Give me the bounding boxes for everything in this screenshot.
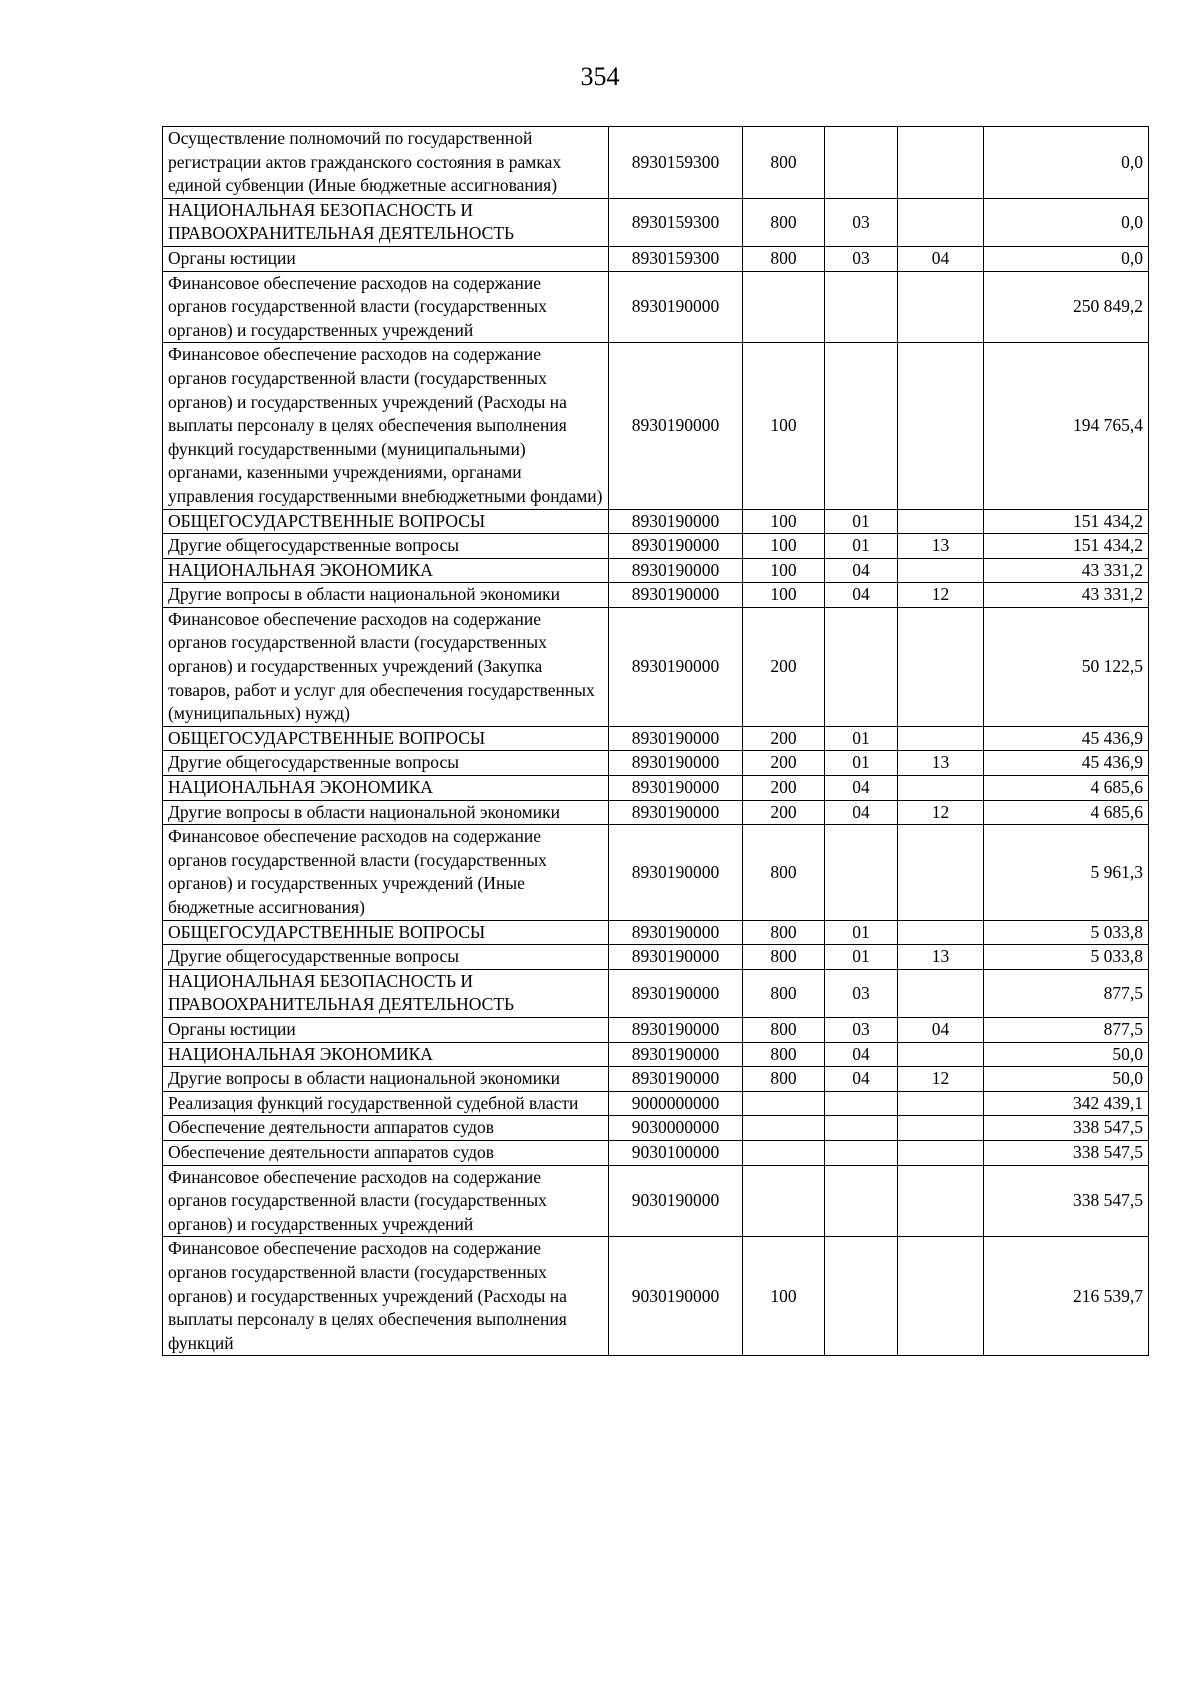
row-expense-type-cell: 100 xyxy=(743,509,825,534)
table-row xyxy=(163,1237,1149,1356)
row-name-cell: Финансовое обеспечение расходов на содержание органов государственной власти (государственных органов) и государственных учреждений (Расходы на выплаты персоналу в целях обеспечения выполнения функций государственными (муниципальными) органами, казенными учреждениями, органами управления государственными внебюджетными фондами) xyxy=(163,343,609,509)
row-expense-type-cell: 800 xyxy=(743,1017,825,1042)
table-row xyxy=(163,198,1149,246)
row-expense-type-cell: 100 xyxy=(743,1237,825,1356)
row-name-cell: Финансовое обеспечение расходов на содержание органов государственной власти (государственных органов) и государственных учреждений (Иные бюджетные ассигнования) xyxy=(163,825,609,920)
table-row xyxy=(163,1042,1149,1067)
row-expense-type-cell: 200 xyxy=(743,800,825,825)
table-row xyxy=(163,1140,1149,1165)
row-section-cell: 03 xyxy=(825,246,898,271)
table-row xyxy=(163,509,1149,534)
row-amount-cell: 5 033,8 xyxy=(984,920,1149,945)
row-subsection-cell: 12 xyxy=(898,800,984,825)
row-amount-cell: 5 961,3 xyxy=(984,825,1149,920)
row-section-cell: 04 xyxy=(825,800,898,825)
table-row xyxy=(163,271,1149,343)
row-name-cell: Другие вопросы в области национальной экономики xyxy=(163,583,609,608)
row-section-cell: 01 xyxy=(825,945,898,970)
row-amount-cell: 0,0 xyxy=(984,246,1149,271)
row-target-code-cell: 9030100000 xyxy=(609,1140,743,1165)
row-expense-type-cell: 800 xyxy=(743,969,825,1017)
row-subsection-cell xyxy=(898,558,984,583)
row-subsection-cell xyxy=(898,343,984,509)
row-target-code-cell: 8930190000 xyxy=(609,1017,743,1042)
row-target-code-cell: 8930190000 xyxy=(609,1042,743,1067)
row-target-code-cell: 8930190000 xyxy=(609,271,743,343)
row-expense-type-cell xyxy=(743,1165,825,1237)
row-subsection-cell: 12 xyxy=(898,1067,984,1092)
row-amount-cell: 338 547,5 xyxy=(984,1165,1149,1237)
row-expense-type-cell: 800 xyxy=(743,198,825,246)
row-amount-cell: 0,0 xyxy=(984,127,1149,199)
row-section-cell: 01 xyxy=(825,726,898,751)
budget-table-body xyxy=(163,127,1149,1356)
row-target-code-cell: 8930190000 xyxy=(609,509,743,534)
row-amount-cell: 5 033,8 xyxy=(984,945,1149,970)
row-target-code-cell: 8930190000 xyxy=(609,558,743,583)
page-number: 354 xyxy=(580,62,620,91)
row-section-cell xyxy=(825,1237,898,1356)
budget-table xyxy=(162,126,1149,1356)
row-name-cell: Другие вопросы в области национальной экономики xyxy=(163,800,609,825)
row-subsection-cell xyxy=(898,607,984,726)
row-expense-type-cell: 100 xyxy=(743,534,825,559)
row-subsection-cell xyxy=(898,1165,984,1237)
row-amount-cell: 43 331,2 xyxy=(984,558,1149,583)
row-name-cell: Органы юстиции xyxy=(163,246,609,271)
row-expense-type-cell: 800 xyxy=(743,945,825,970)
row-name-cell: Другие вопросы в области национальной экономики xyxy=(163,1067,609,1092)
row-subsection-cell xyxy=(898,726,984,751)
row-subsection-cell xyxy=(898,1116,984,1141)
row-amount-cell: 877,5 xyxy=(984,1017,1149,1042)
row-section-cell xyxy=(825,825,898,920)
row-expense-type-cell: 200 xyxy=(743,751,825,776)
row-name-cell: НАЦИОНАЛЬНАЯ ЭКОНОМИКА xyxy=(163,558,609,583)
row-section-cell: 01 xyxy=(825,751,898,776)
row-subsection-cell xyxy=(898,198,984,246)
row-expense-type-cell xyxy=(743,271,825,343)
row-expense-type-cell: 200 xyxy=(743,607,825,726)
row-subsection-cell xyxy=(898,969,984,1017)
row-target-code-cell: 8930190000 xyxy=(609,945,743,970)
row-expense-type-cell: 200 xyxy=(743,726,825,751)
row-name-cell: Финансовое обеспечение расходов на содержание органов государственной власти (государственных органов) и государственных учреждений (Расходы на выплаты персоналу в целях обеспечения выполнения функций xyxy=(163,1237,609,1356)
row-name-cell: Другие общегосударственные вопросы xyxy=(163,751,609,776)
table-row xyxy=(163,127,1149,199)
row-name-cell: ОБЩЕГОСУДАРСТВЕННЫЕ ВОПРОСЫ xyxy=(163,509,609,534)
row-section-cell: 04 xyxy=(825,1067,898,1092)
table-row xyxy=(163,1091,1149,1116)
table-row xyxy=(163,800,1149,825)
table-row xyxy=(163,1067,1149,1092)
row-name-cell: Другие общегосударственные вопросы xyxy=(163,945,609,970)
row-section-cell: 03 xyxy=(825,198,898,246)
row-subsection-cell: 13 xyxy=(898,534,984,559)
row-subsection-cell: 04 xyxy=(898,246,984,271)
row-amount-cell: 4 685,6 xyxy=(984,800,1149,825)
row-amount-cell: 45 436,9 xyxy=(984,751,1149,776)
row-name-cell: ОБЩЕГОСУДАРСТВЕННЫЕ ВОПРОСЫ xyxy=(163,920,609,945)
row-target-code-cell: 9030000000 xyxy=(609,1116,743,1141)
row-subsection-cell xyxy=(898,920,984,945)
row-subsection-cell: 13 xyxy=(898,751,984,776)
row-amount-cell: 50,0 xyxy=(984,1067,1149,1092)
table-row xyxy=(163,558,1149,583)
row-amount-cell: 342 439,1 xyxy=(984,1091,1149,1116)
row-subsection-cell xyxy=(898,1237,984,1356)
row-target-code-cell: 8930190000 xyxy=(609,920,743,945)
row-amount-cell: 0,0 xyxy=(984,198,1149,246)
row-amount-cell: 151 434,2 xyxy=(984,534,1149,559)
row-target-code-cell: 8930190000 xyxy=(609,534,743,559)
row-amount-cell: 151 434,2 xyxy=(984,509,1149,534)
row-name-cell: ОБЩЕГОСУДАРСТВЕННЫЕ ВОПРОСЫ xyxy=(163,726,609,751)
row-subsection-cell xyxy=(898,776,984,801)
row-expense-type-cell: 100 xyxy=(743,583,825,608)
row-expense-type-cell: 800 xyxy=(743,246,825,271)
table-row xyxy=(163,607,1149,726)
row-name-cell: Осуществление полномочий по государственной регистрации актов гражданского состояния в рамках единой субвенции (Иные бюджетные ассигнования) xyxy=(163,127,609,199)
row-subsection-cell: 13 xyxy=(898,945,984,970)
row-expense-type-cell: 800 xyxy=(743,1067,825,1092)
row-target-code-cell: 8930190000 xyxy=(609,607,743,726)
row-expense-type-cell xyxy=(743,1091,825,1116)
row-subsection-cell: 12 xyxy=(898,583,984,608)
row-subsection-cell: 04 xyxy=(898,1017,984,1042)
row-target-code-cell: 8930190000 xyxy=(609,825,743,920)
row-section-cell xyxy=(825,1140,898,1165)
row-amount-cell: 4 685,6 xyxy=(984,776,1149,801)
row-target-code-cell: 8930190000 xyxy=(609,751,743,776)
row-section-cell: 04 xyxy=(825,583,898,608)
row-subsection-cell xyxy=(898,1140,984,1165)
row-section-cell xyxy=(825,127,898,199)
row-amount-cell: 43 331,2 xyxy=(984,583,1149,608)
row-name-cell: Финансовое обеспечение расходов на содержание органов государственной власти (государственных органов) и государственных учреждений xyxy=(163,271,609,343)
row-amount-cell: 216 539,7 xyxy=(984,1237,1149,1356)
row-target-code-cell: 8930190000 xyxy=(609,800,743,825)
row-expense-type-cell: 100 xyxy=(743,343,825,509)
row-target-code-cell: 8930159300 xyxy=(609,198,743,246)
row-subsection-cell xyxy=(898,127,984,199)
row-name-cell: Обеспечение деятельности аппаратов судов xyxy=(163,1116,609,1141)
table-row xyxy=(163,583,1149,608)
row-subsection-cell xyxy=(898,1042,984,1067)
row-subsection-cell xyxy=(898,509,984,534)
table-row xyxy=(163,825,1149,920)
row-target-code-cell: 9000000000 xyxy=(609,1091,743,1116)
row-name-cell: Другие общегосударственные вопросы xyxy=(163,534,609,559)
row-amount-cell: 338 547,5 xyxy=(984,1116,1149,1141)
row-expense-type-cell: 800 xyxy=(743,920,825,945)
row-section-cell: 03 xyxy=(825,969,898,1017)
table-row xyxy=(163,776,1149,801)
table-row xyxy=(163,246,1149,271)
table-row xyxy=(163,920,1149,945)
table-row xyxy=(163,726,1149,751)
table-row xyxy=(163,534,1149,559)
table-row xyxy=(163,945,1149,970)
row-name-cell: НАЦИОНАЛЬНАЯ БЕЗОПАСНОСТЬ И ПРАВООХРАНИТЕЛЬНАЯ ДЕЯТЕЛЬНОСТЬ xyxy=(163,198,609,246)
table-row xyxy=(163,1017,1149,1042)
row-section-cell xyxy=(825,607,898,726)
row-name-cell: Реализация функций государственной судебной власти xyxy=(163,1091,609,1116)
row-expense-type-cell: 200 xyxy=(743,776,825,801)
row-amount-cell: 338 547,5 xyxy=(984,1140,1149,1165)
row-section-cell: 03 xyxy=(825,1017,898,1042)
row-section-cell: 01 xyxy=(825,534,898,559)
row-name-cell: Финансовое обеспечение расходов на содержание органов государственной власти (государственных органов) и государственных учреждений xyxy=(163,1165,609,1237)
table-row xyxy=(163,343,1149,509)
table-row xyxy=(163,1165,1149,1237)
table-row xyxy=(163,969,1149,1017)
row-name-cell: Обеспечение деятельности аппаратов судов xyxy=(163,1140,609,1165)
row-expense-type-cell xyxy=(743,1116,825,1141)
row-target-code-cell: 8930190000 xyxy=(609,726,743,751)
row-section-cell xyxy=(825,1091,898,1116)
row-target-code-cell: 8930159300 xyxy=(609,246,743,271)
row-amount-cell: 45 436,9 xyxy=(984,726,1149,751)
row-amount-cell: 250 849,2 xyxy=(984,271,1149,343)
row-target-code-cell: 8930190000 xyxy=(609,969,743,1017)
row-amount-cell: 877,5 xyxy=(984,969,1149,1017)
row-expense-type-cell: 800 xyxy=(743,825,825,920)
row-name-cell: НАЦИОНАЛЬНАЯ ЭКОНОМИКА xyxy=(163,1042,609,1067)
row-name-cell: Финансовое обеспечение расходов на содержание органов государственной власти (государственных органов) и государственных учреждений (Закупка товаров, работ и услуг для обеспечения государственных (муниципальных) нужд) xyxy=(163,607,609,726)
row-section-cell: 04 xyxy=(825,1042,898,1067)
row-section-cell xyxy=(825,1116,898,1141)
row-amount-cell: 194 765,4 xyxy=(984,343,1149,509)
row-target-code-cell: 8930159300 xyxy=(609,127,743,199)
row-subsection-cell xyxy=(898,825,984,920)
row-amount-cell: 50 122,5 xyxy=(984,607,1149,726)
row-name-cell: НАЦИОНАЛЬНАЯ БЕЗОПАСНОСТЬ И ПРАВООХРАНИТЕЛЬНАЯ ДЕЯТЕЛЬНОСТЬ xyxy=(163,969,609,1017)
row-amount-cell: 50,0 xyxy=(984,1042,1149,1067)
row-section-cell: 01 xyxy=(825,509,898,534)
row-section-cell xyxy=(825,343,898,509)
row-target-code-cell: 9030190000 xyxy=(609,1237,743,1356)
row-name-cell: Органы юстиции xyxy=(163,1017,609,1042)
row-section-cell xyxy=(825,271,898,343)
row-target-code-cell: 8930190000 xyxy=(609,776,743,801)
row-section-cell: 01 xyxy=(825,920,898,945)
table-row xyxy=(163,751,1149,776)
row-target-code-cell: 8930190000 xyxy=(609,343,743,509)
row-section-cell: 04 xyxy=(825,558,898,583)
row-expense-type-cell: 100 xyxy=(743,558,825,583)
row-section-cell: 04 xyxy=(825,776,898,801)
row-section-cell xyxy=(825,1165,898,1237)
row-target-code-cell: 8930190000 xyxy=(609,1067,743,1092)
row-expense-type-cell xyxy=(743,1140,825,1165)
row-target-code-cell: 9030190000 xyxy=(609,1165,743,1237)
row-expense-type-cell: 800 xyxy=(743,1042,825,1067)
table-row xyxy=(163,1116,1149,1141)
row-expense-type-cell: 800 xyxy=(743,127,825,199)
row-subsection-cell xyxy=(898,271,984,343)
row-target-code-cell: 8930190000 xyxy=(609,583,743,608)
row-subsection-cell xyxy=(898,1091,984,1116)
row-name-cell: НАЦИОНАЛЬНАЯ ЭКОНОМИКА xyxy=(163,776,609,801)
